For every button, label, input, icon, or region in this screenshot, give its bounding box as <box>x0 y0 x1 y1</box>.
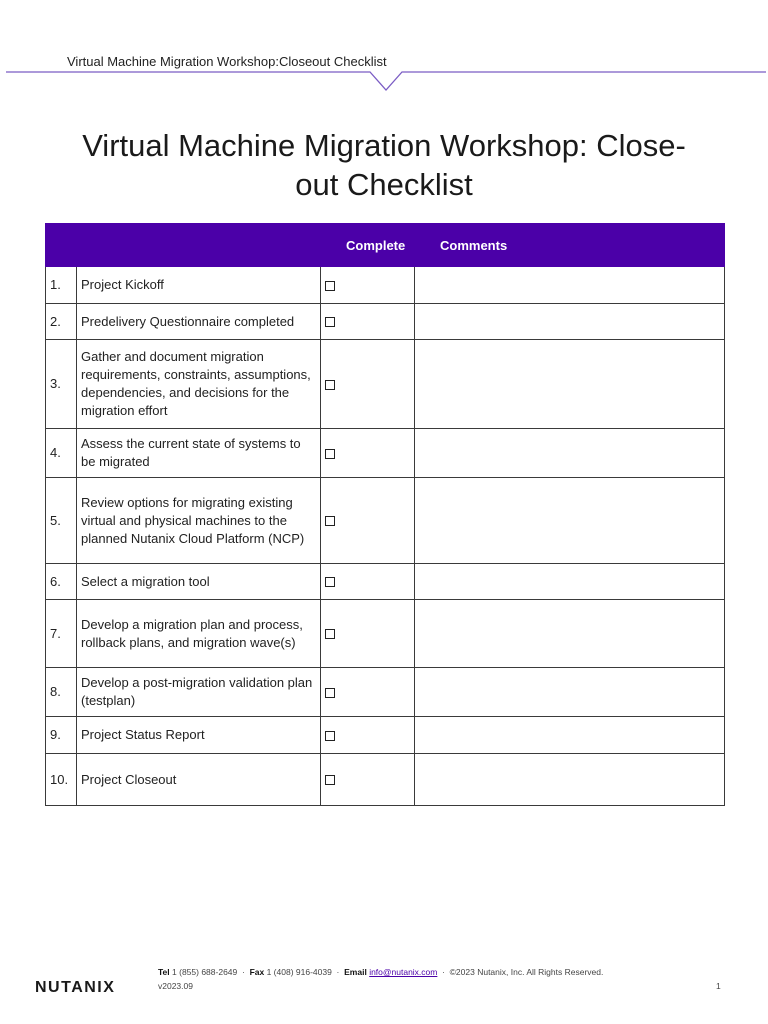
separator: · <box>442 967 445 977</box>
table-header-row <box>46 224 725 267</box>
row-complete-cell <box>321 564 415 600</box>
row-comments[interactable] <box>415 564 725 600</box>
document-version: v2023.09 <box>158 981 193 991</box>
complete-checkbox[interactable] <box>325 317 335 327</box>
complete-checkbox[interactable] <box>325 731 335 741</box>
closeout-checklist-table <box>45 223 725 806</box>
fax-label: Fax <box>249 967 265 977</box>
tel-number: 1 (855) 688-2649 <box>172 967 238 977</box>
row-complete-cell <box>321 267 415 304</box>
row-task: Assess the current state of systems to be migrated <box>77 429 321 478</box>
row-task: Project Closeout <box>77 754 321 806</box>
header-cell-task <box>77 224 321 267</box>
row-task: Develop a migration plan and process, rollback plans, and migration wave(s) <box>77 600 321 668</box>
row-number: 6. <box>46 564 77 600</box>
fax-number: 1 (408) 916-4039 <box>266 967 332 977</box>
table-row <box>46 267 725 304</box>
row-number: 9. <box>46 717 77 754</box>
header-rule <box>0 70 768 94</box>
table-row <box>46 668 725 717</box>
nutanix-logo: NUTANIX <box>35 979 116 996</box>
table-row <box>46 600 725 668</box>
complete-checkbox[interactable] <box>325 380 335 390</box>
complete-checkbox[interactable] <box>325 688 335 698</box>
row-comments[interactable] <box>415 429 725 478</box>
row-number: 2. <box>46 304 77 340</box>
row-task: Develop a post-migration validation plan (testplan) <box>77 668 321 717</box>
email-link[interactable]: info@nutanix.com <box>369 967 438 977</box>
row-task: Select a migration tool <box>77 564 321 600</box>
complete-checkbox[interactable] <box>325 577 335 587</box>
row-complete-cell <box>321 340 415 429</box>
row-comments[interactable] <box>415 754 725 806</box>
table-row <box>46 717 725 754</box>
row-complete-cell <box>321 600 415 668</box>
row-comments[interactable] <box>415 340 725 429</box>
row-number: 4. <box>46 429 77 478</box>
running-header: Virtual Machine Migration Workshop:Closeout Checklist <box>67 54 387 69</box>
row-number: 5. <box>46 478 77 564</box>
page-number: 1 <box>716 981 721 991</box>
header-cell-number <box>46 224 77 267</box>
row-complete-cell <box>321 304 415 340</box>
table-row <box>46 340 725 429</box>
row-comments[interactable] <box>415 600 725 668</box>
table-row <box>46 754 725 806</box>
tel-label: Tel <box>158 967 170 977</box>
row-complete-cell <box>321 478 415 564</box>
row-comments[interactable] <box>415 478 725 564</box>
complete-checkbox[interactable] <box>325 516 335 526</box>
row-number: 10. <box>46 754 77 806</box>
row-number: 7. <box>46 600 77 668</box>
row-comments[interactable] <box>415 267 725 304</box>
row-task: Project Status Report <box>77 717 321 754</box>
row-task: Gather and document migration requirements, constraints, assumptions, dependencies, and decisions for the migration effort <box>77 340 321 429</box>
row-task: Review options for migrating existing virtual and physical machines to the planned Nutanix Cloud Platform (NCP) <box>77 478 321 564</box>
row-comments[interactable] <box>415 304 725 340</box>
header-cell-complete: Complete <box>321 224 415 267</box>
row-complete-cell <box>321 668 415 717</box>
separator: · <box>241 967 245 977</box>
row-complete-cell <box>321 717 415 754</box>
table-row <box>46 564 725 600</box>
complete-checkbox[interactable] <box>325 281 335 291</box>
document-title <box>30 126 738 204</box>
table-row <box>46 478 725 564</box>
row-number: 3. <box>46 340 77 429</box>
header-rule-line <box>6 72 766 90</box>
complete-checkbox[interactable] <box>325 449 335 459</box>
copyright: ©2023 Nutanix, Inc. All Rights Reserved. <box>449 967 604 977</box>
header-cell-comments: Comments <box>415 224 725 267</box>
row-complete-cell <box>321 429 415 478</box>
email-label: Email <box>344 967 367 977</box>
row-task: Project Kickoff <box>77 267 321 304</box>
separator: · <box>336 967 340 977</box>
footer-contact-line <box>158 967 603 977</box>
row-number: 8. <box>46 668 77 717</box>
row-number: 1. <box>46 267 77 304</box>
table-row <box>46 304 725 340</box>
document-title-line1: Virtual Machine Migration Workshop: Close- <box>82 128 686 163</box>
document-title-line2: out Checklist <box>295 167 473 202</box>
row-comments[interactable] <box>415 717 725 754</box>
complete-checkbox[interactable] <box>325 629 335 639</box>
complete-checkbox[interactable] <box>325 775 335 785</box>
row-task: Predelivery Questionnaire completed <box>77 304 321 340</box>
row-complete-cell <box>321 754 415 806</box>
table-row <box>46 429 725 478</box>
row-comments[interactable] <box>415 668 725 717</box>
